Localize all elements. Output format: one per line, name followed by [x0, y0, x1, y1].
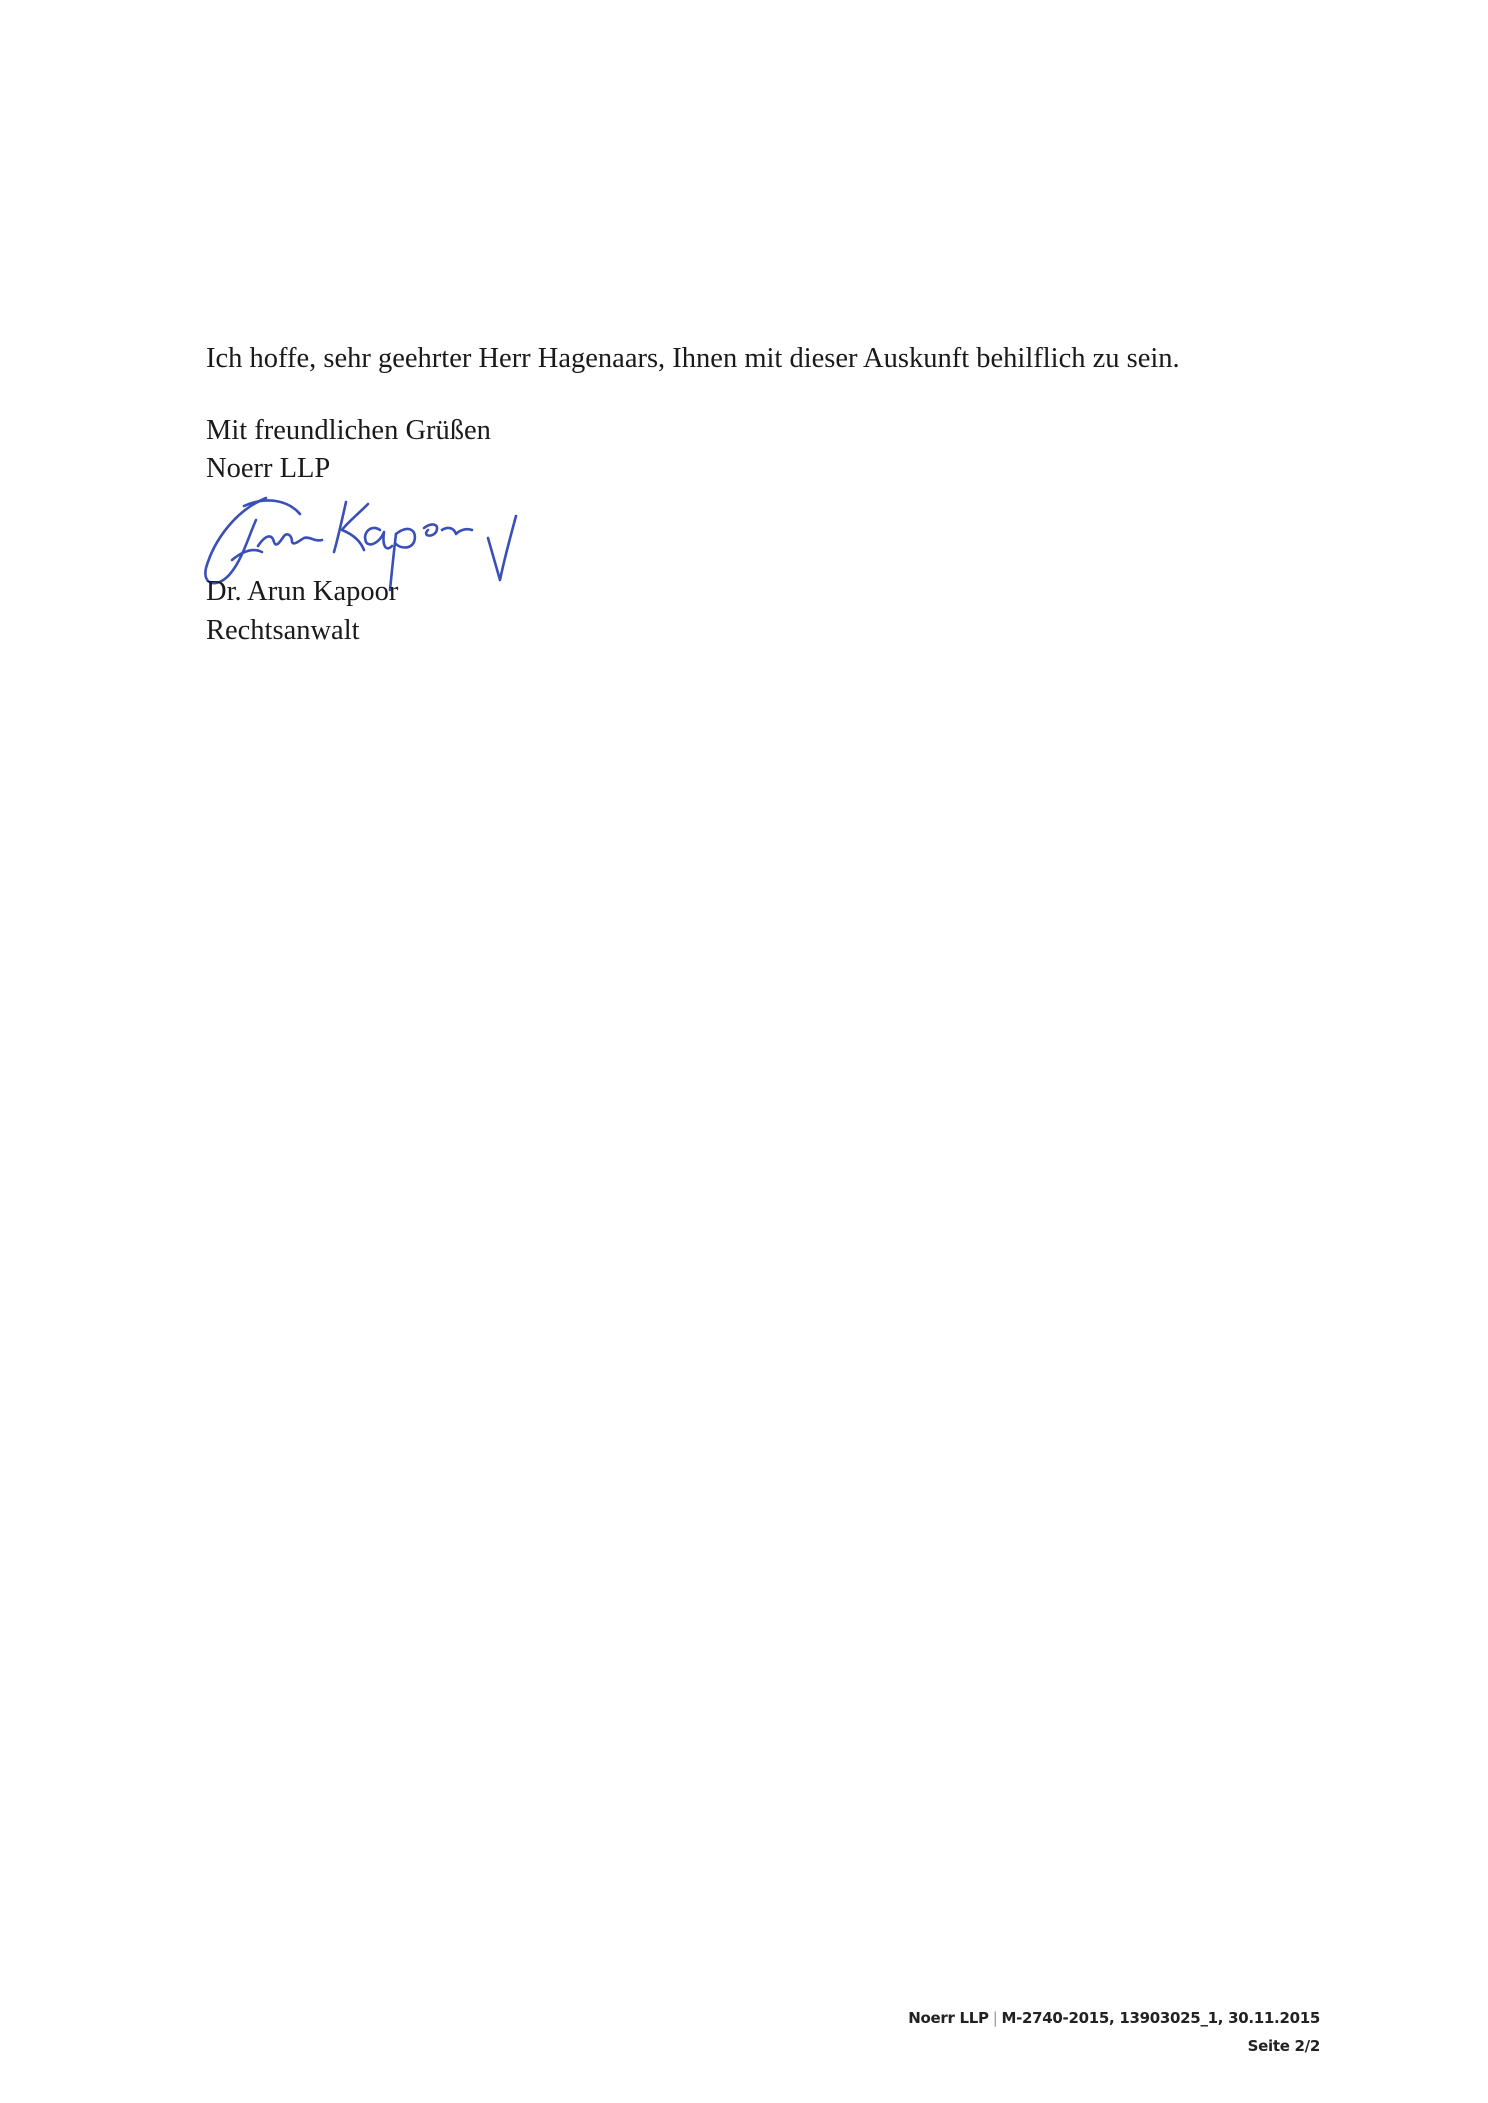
signature-stroke: [365, 528, 392, 548]
page-number: Seite 2/2: [1247, 2037, 1320, 2055]
firm-name: Noerr LLP: [206, 453, 331, 484]
signature-stroke: [488, 516, 516, 580]
footer-reference: M-2740-2015, 13903025_1, 30.11.2015: [1001, 2009, 1320, 2027]
signature-stroke: [258, 534, 322, 546]
signature-stroke: [205, 498, 266, 583]
page-footer: [908, 2004, 1320, 2060]
footer-firm: Noerr LLP: [908, 2009, 989, 2027]
signer-name: Dr. Arun Kapoor: [206, 576, 399, 607]
signature-stroke: [232, 550, 262, 560]
footer-reference-line: [908, 2004, 1320, 2032]
footer-separator: |: [992, 2009, 998, 2027]
closing-paragraph: Ich hoffe, sehr geehrter Herr Hagenaars, Ihnen mit dieser Auskunft behilflich zu sein.: [206, 343, 1180, 374]
signature-stroke: [244, 500, 300, 514]
salutation: Mit freundlichen Grüßen: [206, 415, 491, 446]
signature-stroke: [396, 529, 415, 548]
signer-title: Rechtsanwalt: [206, 615, 360, 646]
signature-stroke: [442, 528, 472, 534]
signature-stroke: [424, 525, 437, 536]
signature-stroke: [342, 504, 368, 550]
